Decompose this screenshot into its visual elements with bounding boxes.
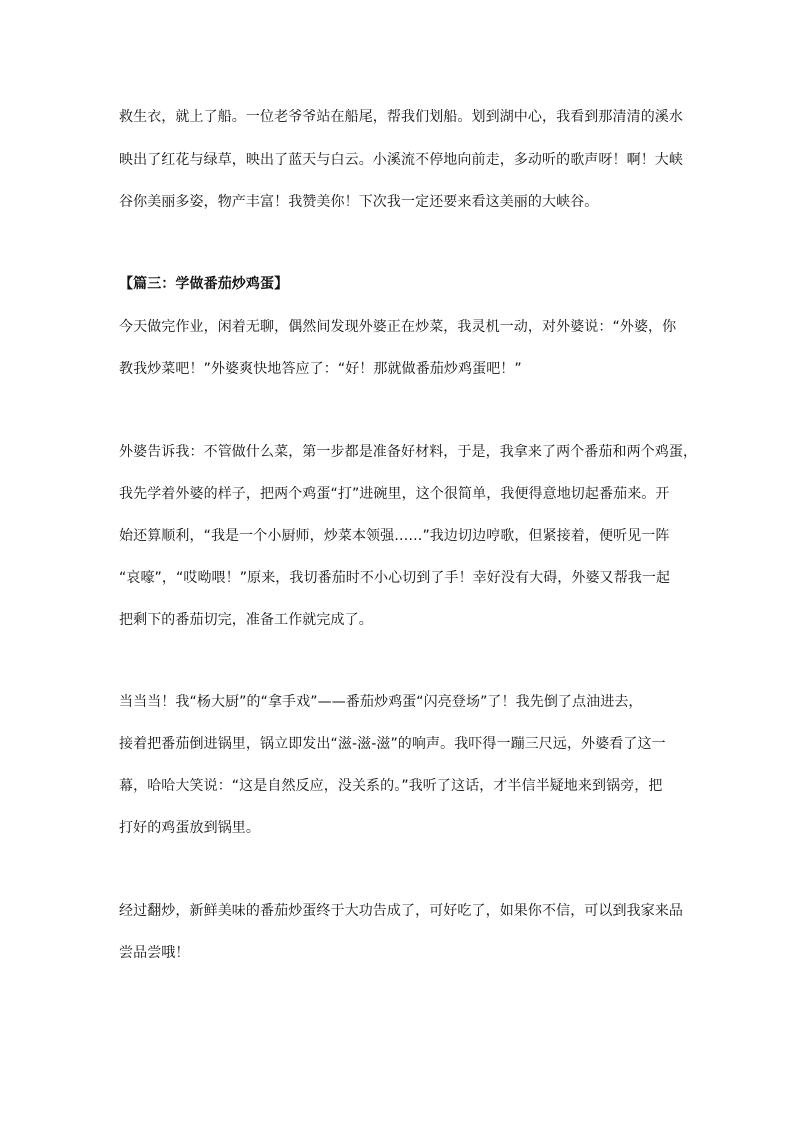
text-line: 打好的鸡蛋放到锅里。: [119, 820, 260, 836]
text-line: 接着把番茄倒进锅里，锅立即发出“滋-滋-滋”的响声。我吓得一蹦三尺远，外婆看了这一: [119, 736, 666, 752]
text-line: “哀嚎”，“哎呦喂！”原来，我切番茄时不小心切到了手！幸好没有大碍，外婆又帮我一起: [119, 570, 671, 586]
text-line: 今天做完作业，闲着无聊，偶然间发现外婆正在炒菜，我灵机一动，对外婆说：“外婆，你: [119, 319, 677, 335]
section-heading: 【篇三：学做番茄炒鸡蛋】: [119, 276, 289, 292]
text-line: 映出了红花与绿草，映出了蓝天与白云。小溪流不停地向前走，多动听的歌声呀！啊！大峡: [119, 152, 683, 168]
text-line: 当当当！我“杨大厨”的“拿手戏”——番茄炒鸡蛋“闪亮登场”了！我先倒了点油进去，: [119, 694, 643, 710]
text-line: 谷你美丽多姿，物产丰富！我赞美你！下次我一定还要来看这美丽的大峡谷。: [119, 194, 599, 210]
text-line: 尝品尝哦！: [119, 945, 190, 961]
text-line: 把剩下的番茄切完，准备工作就完成了。: [119, 612, 373, 628]
text-line: 救生衣，就上了船。一位老爷爷站在船尾，帮我们划船。划到湖中心，我看到那清清的溪水: [119, 109, 683, 125]
text-line: 我先学着外婆的样子，把两个鸡蛋“打”进碗里，这个很简单，我便得意地切起番茄来。开: [119, 486, 670, 502]
text-line: 经过翻炒，新鲜美味的番茄炒蛋终于大功告成了，可好吃了，如果你不信，可以到我家来品: [119, 903, 683, 919]
text-line: 外婆告诉我：不管做什么菜，第一步都是准备好材料，于是，我拿来了两个番茄和两个鸡蛋，: [119, 444, 698, 460]
text-line: 幕，哈哈大笑说：“这是自然反应，没关系的。”我听了这话，才半信半疑地来到锅旁，把: [119, 778, 663, 794]
text-line: 始还算顺利，“我是一个小厨师，炒菜本领强……”我边切边哼歌，但紧接着，便听见一阵: [119, 528, 670, 544]
text-line: 教我炒菜吧！”外婆爽快地答应了：“好！那就做番茄炒鸡蛋吧！”: [119, 361, 522, 377]
